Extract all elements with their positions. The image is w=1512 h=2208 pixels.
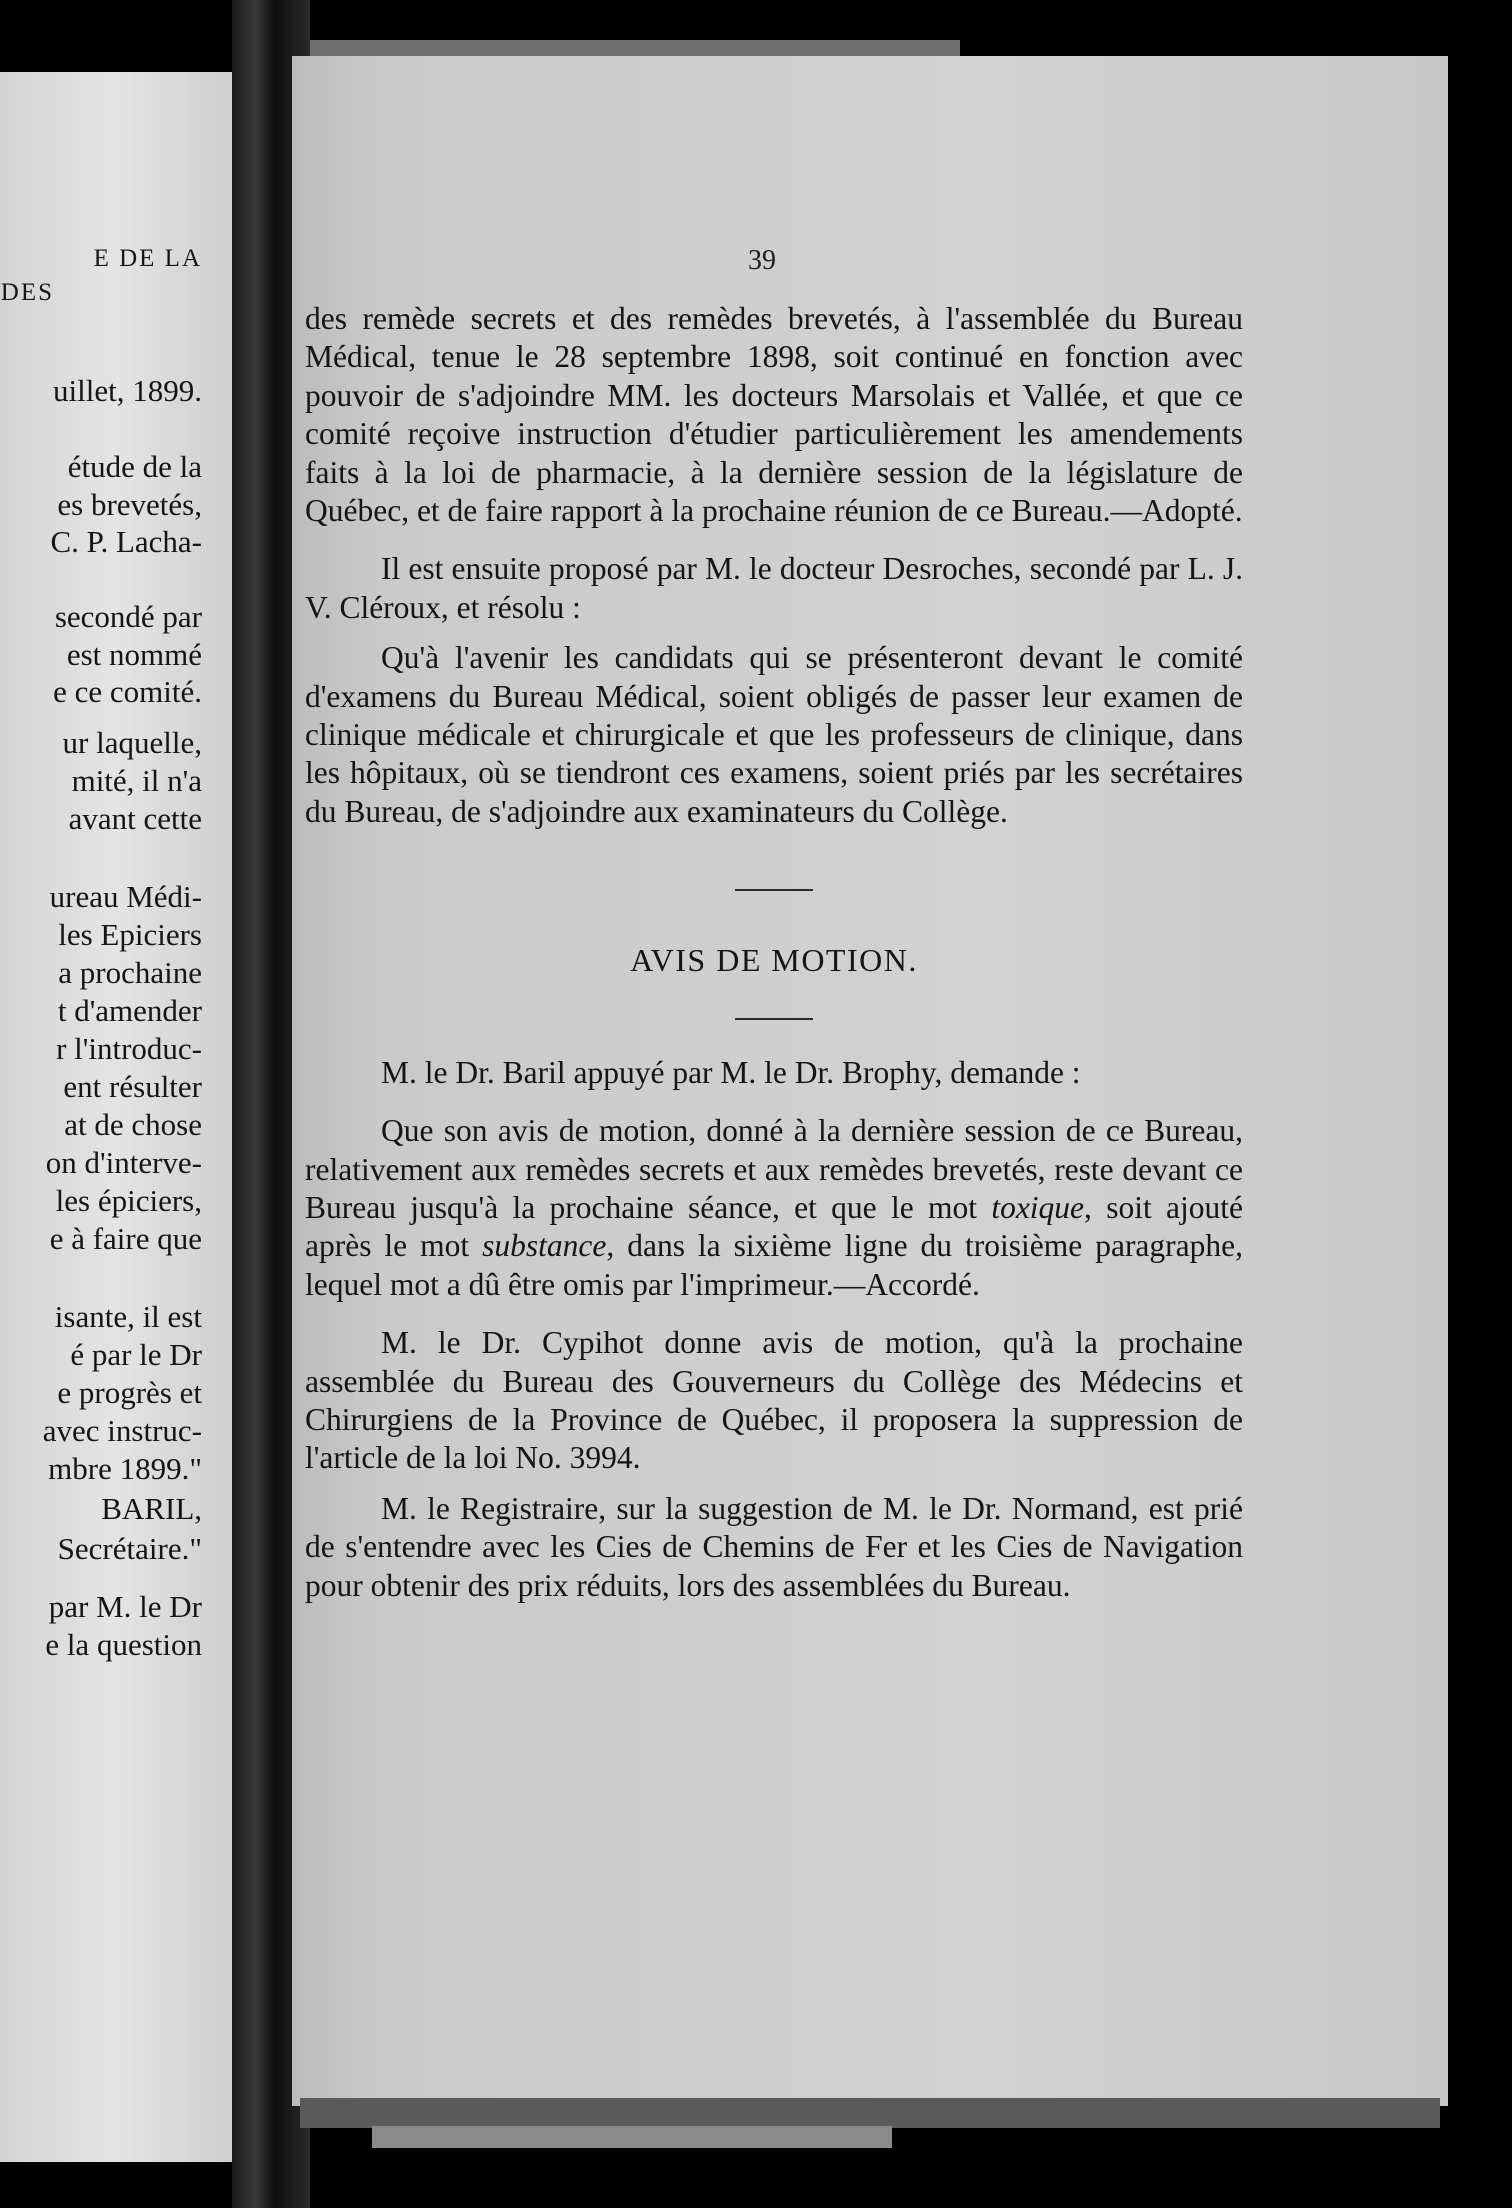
paragraph-registrar: M. le Registraire, sur la suggestion de M. le Dr. Normand, est prié de s'entendre avec les Cies de Chemins de Fer et les Cies de Navigation pour obtenir des prix réduits, lors des assemblées du Bureau. [305,1490,1243,1603]
left-line: est nommé [66,637,202,672]
paragraph-cypihot-motion: M. le Dr. Cypihot donne avis de motion, qu'à la prochaine assemblée du Bureau des Gouverneurs du Collège des Médecins et Chirurgiens de la Province de Québec, il proposera la suppression de l'article de la loi No. 3994. [305,1325,1243,1476]
paragraph-committee-continued: des remède secrets et des remèdes brevetés, à l'assemblée du Bureau Médical, tenue le 28 septembre 1898, soit continué en fonction avec pouvoir de s'adjoindre MM. les docteurs Marsolais et Vallée, et que ce comité reçoive instruction d'étudier particulièrement les amendements faits à la loi de pharmacie, à la dernière session de la législature de Québec, et de faire rapport à la prochaine réunion de ce Bureau.—Adopté. [305,301,1243,529]
left-line: ent résulter [63,1069,202,1104]
italic-word: toxique [991,1189,1085,1225]
left-line: par M. le Dr [48,1589,202,1624]
left-line: les épiciers, [55,1183,202,1218]
left-line: at de chose [64,1107,202,1142]
left-line: on d'interve- [45,1145,202,1180]
italic-word: substance [482,1228,607,1264]
paragraph-motion-notice [305,1112,1243,1304]
motion-text-part: , dans la sixième ligne du troisième paragraphe, lequel mot a dû être omis par l'imprimeur.—Accordé. [305,1228,1243,1302]
left-line: a prochaine [58,955,202,990]
left-line: t d'amender [57,993,202,1028]
section-heading: AVIS DE MOTION. [630,942,918,979]
paragraph-baril-request: M. le Dr. Baril appuyé par M. le Dr. Brophy, demande : [381,1054,1081,1090]
left-line: les Epiciers [58,917,202,952]
paragraph-proposal: Il est ensuite proposé par M. le docteur Desroches, secondé par L. J. V. Cléroux, et résolu : [305,551,1243,625]
left-line: e la question [45,1627,202,1662]
left-line: DES [0,279,54,306]
section-rule-top [735,889,813,891]
motion-text-part: Que son avis de motion, donné à la dernière session de ce Bureau, relativement aux remèdes secrets et aux remèdes brevetés, reste devant ce Bureau jusqu'à la prochaine séance, et que le mot [305,1113,1243,1225]
left-line: e à faire que [49,1221,202,1256]
left-line: ur laquelle, [62,725,202,760]
page-bottom-edge [300,2098,1440,2128]
left-line: r l'introduc- [56,1031,202,1066]
left-line: étude de la [67,449,202,484]
left-line: isante, il est [54,1299,202,1334]
left-line: secondé par [54,599,202,634]
left-line: avant cette [68,801,202,836]
paragraph-resolution: Qu'à l'avenir les candidats qui se présenteront devant le comité d'examens du Bureau Médical, soient obligés de passer leur examen de clinique médicale et chirurgicale et que les professeurs de clinique, dans les hôpitaux, où se tiendront ces examens, soient priés par les secrétaires du Bureau, de s'adjoindre aux examinateurs du Collège. [305,640,1243,829]
left-line: es brevetés, [57,487,202,522]
left-line: mité, il n'a [71,763,202,798]
left-line: mbre 1899." [48,1451,202,1486]
left-line: E DE LA [93,245,202,272]
left-line: e ce comité. [53,674,202,709]
left-line: Secrétaire." [57,1531,202,1566]
left-line: BARIL, [101,1491,202,1526]
left-line: é par le Dr [70,1337,202,1372]
page-body-text [305,300,1243,1605]
section-rule-bottom [735,1018,813,1020]
left-line: uillet, 1899. [53,373,202,408]
left-page-fragment [0,72,232,2162]
motion-text-part: , soit ajouté après le mot [305,1189,1243,1264]
page-bottom-tab [372,2126,892,2148]
page-number: 39 [748,245,776,276]
left-line: e progrès et [57,1375,202,1410]
left-line: ureau Médi- [49,879,202,914]
left-line: C. P. Lacha- [50,524,202,559]
left-line: avec instruc- [42,1413,202,1448]
